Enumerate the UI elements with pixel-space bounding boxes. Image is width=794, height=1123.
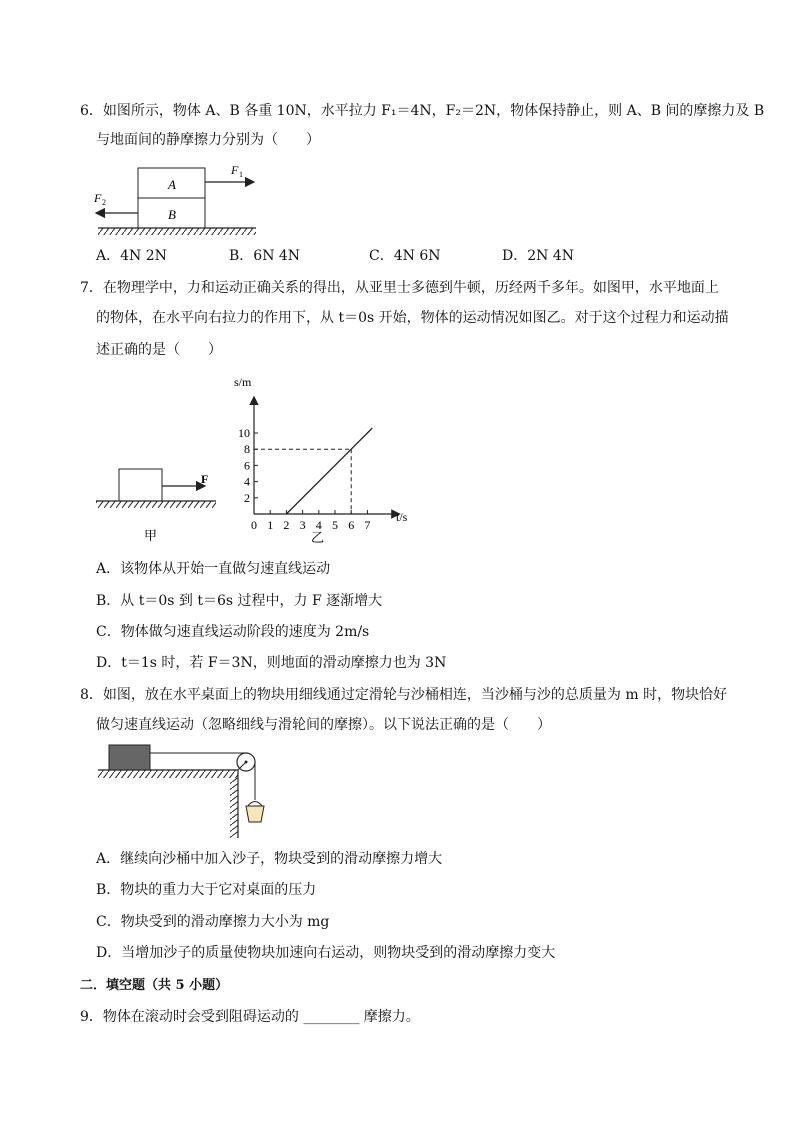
y-axis-label: s/m <box>234 375 252 389</box>
q8-pulley-figure <box>96 740 276 840</box>
f1-subscript: 1 <box>239 170 243 179</box>
q7-st-chart <box>232 370 422 550</box>
q6-option-c: C．4N 6N <box>369 248 441 264</box>
q7-line-1: 7．在物理学中，力和运动正确关系的得出，从亚里士多德到牛顿，历经两千多年。如图甲，水平地面上 <box>80 280 719 296</box>
q6-option-b: B．6N 4N <box>229 248 301 264</box>
q8-option-a: A．继续向沙桶中加入沙子，物块受到的滑动摩擦力增大 <box>96 851 443 867</box>
table-hatch <box>98 770 238 778</box>
ground-hatch <box>96 501 216 508</box>
f2-subscript: 2 <box>102 198 106 207</box>
q8-line-2: 做匀速直线运动（忽略细线与滑轮间的摩擦）。以下说法正确的是（ ） <box>96 717 551 733</box>
q8-option-d: D．当增加沙子的质量使物块加速向右运动，则物块受到的滑动摩擦力变大 <box>96 945 556 961</box>
series-line <box>286 428 372 514</box>
y-tick-label: 10 <box>238 426 250 440</box>
q8-line-1: 8．如图，放在水平桌面上的物块用细线通过定滑轮与沙桶相连，当沙桶与沙的总质量为 m 时，物块恰好 <box>80 687 728 703</box>
caption-jia: 甲 <box>144 528 158 543</box>
y-tick-label: 6 <box>244 458 250 473</box>
y-tick-label: 4 <box>244 474 250 489</box>
f1-label: F <box>231 163 239 177</box>
x-tick-label: 0 <box>251 518 257 532</box>
x-tick-label: 4 <box>315 518 322 532</box>
q6-figure <box>88 160 268 238</box>
table-edge-hatch <box>230 778 238 838</box>
section-heading: 二．填空题（共 5 小题） <box>80 978 229 993</box>
q7-option-a: A．该物体从开始一直做匀速直线运动 <box>96 561 331 577</box>
y-tick-label: 8 <box>244 442 250 457</box>
x-tick-label: 5 <box>332 518 338 532</box>
block <box>109 745 150 770</box>
q9-text: 9．物体在滚动时会受到阻碍运动的 ________ 摩擦力。 <box>80 1009 420 1025</box>
q8-option-c: C．物块受到的滑动摩擦力大小为 mg <box>96 914 330 930</box>
x-tick-label: 7 <box>364 518 371 532</box>
q7-line-2: 的物体，在水平向右拉力的作用下，从 t＝0s 开始，物体的运动情况如图乙。对于这个过程力和运动描 <box>96 310 729 326</box>
sand-bucket <box>246 806 264 822</box>
q7-option-c: C．物体做匀速直线运动阶段的速度为 2m/s <box>96 624 370 640</box>
q8-option-b: B．物块的重力大于它对桌面的压力 <box>96 882 317 898</box>
block-b-label: B <box>168 207 176 222</box>
f2-label: F <box>94 191 102 205</box>
q7-figure-left <box>92 460 222 550</box>
caption-yi: 乙 <box>311 530 325 545</box>
block <box>119 469 162 501</box>
q7-line-3: 述正确的是（ ） <box>96 342 222 358</box>
q6-option-a: A．4N 2N <box>96 248 167 264</box>
x-tick-label: 3 <box>299 518 306 532</box>
ground-hatch <box>98 228 256 235</box>
q6-line-1: 6．如图所示，物体 A、B 各重 10N，水平拉力 F₁＝4N，F₂＝2N，物体保持静止，则 A、B 间的摩擦力及 B <box>80 103 765 119</box>
x-tick-label: 6 <box>348 518 355 532</box>
q7-option-b: B．从 t＝0s 到 t＝6s 过程中，力 F 逐渐增大 <box>96 593 383 609</box>
block-a-label: A <box>168 177 176 192</box>
q6-option-d: D．2N 4N <box>502 248 574 264</box>
q6-line-2: 与地面间的静摩擦力分别为（ ） <box>96 132 320 148</box>
force-label: F <box>201 472 209 486</box>
q7-option-d: D．t＝1s 时，若 F＝3N，则地面的滑动摩擦力也为 3N <box>96 655 447 671</box>
x-tick-label: 1 <box>267 518 274 532</box>
x-axis-label: t/s <box>396 510 408 524</box>
y-tick-label: 2 <box>244 490 250 505</box>
x-tick-label: 2 <box>283 518 290 532</box>
